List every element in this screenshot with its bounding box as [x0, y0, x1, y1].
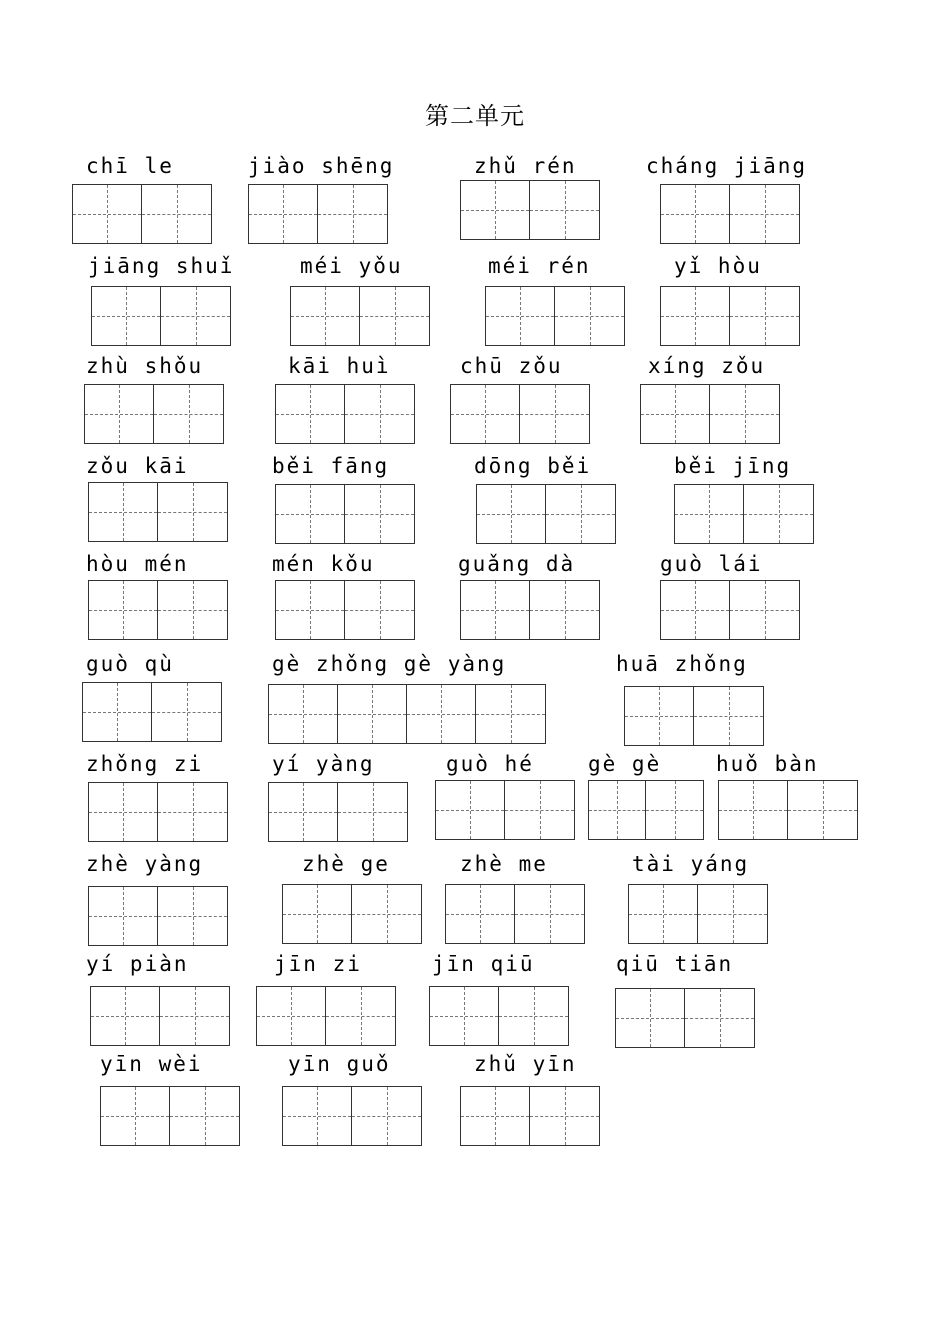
pinyin-label: guò hé [446, 752, 534, 776]
tianzige-cell[interactable] [661, 287, 730, 345]
tianzige-cell[interactable] [499, 987, 568, 1045]
tianzige-cell[interactable] [546, 485, 615, 543]
tianzige-cell[interactable] [92, 287, 161, 345]
tianzige-cell[interactable] [352, 885, 421, 943]
tianzige-cell[interactable] [276, 581, 345, 639]
pinyin-label: zhè me [460, 852, 548, 876]
tianzige-cell[interactable] [515, 885, 584, 943]
pinyin-label: gè zhǒng gè yàng [272, 652, 507, 676]
writing-grid[interactable] [282, 1086, 422, 1146]
tianzige-cell[interactable] [520, 385, 589, 443]
tianzige-cell[interactable] [160, 987, 229, 1045]
tianzige-cell[interactable] [276, 385, 345, 443]
writing-grid[interactable] [588, 780, 704, 840]
tianzige-cell[interactable] [338, 685, 407, 743]
tianzige-cell[interactable] [91, 987, 160, 1045]
tianzige-cell[interactable] [345, 581, 414, 639]
tianzige-cell[interactable] [158, 783, 227, 841]
tianzige-cell[interactable] [436, 781, 505, 839]
writing-grid[interactable] [268, 684, 546, 744]
tianzige-cell[interactable] [73, 185, 142, 243]
pinyin-label: gè gè [588, 752, 662, 776]
tianzige-cell[interactable] [158, 887, 227, 945]
pinyin-label: běi jīng [674, 454, 792, 478]
pinyin-label: zhǒng zi [86, 752, 204, 776]
writing-grid[interactable] [660, 184, 800, 244]
writing-grid[interactable] [88, 482, 228, 542]
pinyin-label: dōng běi [474, 454, 592, 478]
writing-grid[interactable] [282, 884, 422, 944]
pinyin-label: guǎng dà [458, 552, 576, 576]
tianzige-cell[interactable] [530, 1087, 599, 1145]
tianzige-cell[interactable] [698, 885, 767, 943]
tianzige-cell[interactable] [589, 781, 646, 839]
writing-grid[interactable] [445, 884, 585, 944]
pinyin-label: tài yáng [632, 852, 750, 876]
pinyin-label: mén kǒu [272, 552, 375, 576]
tianzige-cell[interactable] [661, 581, 730, 639]
writing-grid[interactable] [256, 986, 396, 1046]
tianzige-cell[interactable] [89, 581, 158, 639]
tianzige-cell[interactable] [646, 781, 703, 839]
writing-grid[interactable] [674, 484, 814, 544]
tianzige-cell[interactable] [461, 1087, 530, 1145]
tianzige-cell[interactable] [101, 1087, 170, 1145]
tianzige-cell[interactable] [85, 385, 154, 443]
tianzige-cell[interactable] [685, 989, 754, 1047]
tianzige-cell[interactable] [530, 581, 599, 639]
tianzige-cell[interactable] [625, 687, 694, 745]
pinyin-label: qiū tiān [616, 952, 734, 976]
writing-grid[interactable] [435, 780, 575, 840]
pinyin-label: zǒu kāi [86, 454, 189, 478]
pinyin-label: chī le [86, 154, 174, 178]
tianzige-cell[interactable] [641, 385, 710, 443]
pinyin-label: guò lái [660, 552, 763, 576]
tianzige-cell[interactable] [446, 885, 515, 943]
tianzige-cell[interactable] [360, 287, 429, 345]
tianzige-cell[interactable] [555, 287, 624, 345]
tianzige-cell[interactable] [345, 385, 414, 443]
writing-grid[interactable] [460, 180, 600, 240]
tianzige-cell[interactable] [170, 1087, 239, 1145]
pinyin-label: zhè ge [302, 852, 390, 876]
tianzige-cell[interactable] [158, 483, 227, 541]
tianzige-cell[interactable] [291, 287, 360, 345]
pinyin-label: zhù shǒu [86, 354, 204, 378]
tianzige-cell[interactable] [161, 287, 230, 345]
writing-grid[interactable] [275, 580, 415, 640]
pinyin-label: yí piàn [86, 952, 189, 976]
page-title: 第二单元 [425, 102, 525, 130]
writing-grid[interactable] [100, 1086, 240, 1146]
tianzige-cell[interactable] [530, 181, 599, 239]
writing-grid[interactable] [268, 782, 408, 842]
tianzige-cell[interactable] [461, 581, 530, 639]
writing-grid[interactable] [72, 184, 212, 244]
tianzige-cell[interactable] [788, 781, 857, 839]
writing-grid[interactable] [275, 484, 415, 544]
pinyin-label: huǒ bàn [716, 752, 819, 776]
tianzige-cell[interactable] [283, 1087, 352, 1145]
pinyin-label: yí yàng [272, 752, 375, 776]
tianzige-cell[interactable] [152, 683, 221, 741]
tianzige-cell[interactable] [318, 185, 387, 243]
writing-grid[interactable] [460, 1086, 600, 1146]
writing-grid[interactable] [460, 580, 600, 640]
writing-grid[interactable] [628, 884, 768, 944]
pinyin-label: jiāng shuǐ [88, 254, 235, 278]
tianzige-cell[interactable] [430, 987, 499, 1045]
tianzige-cell[interactable] [338, 783, 407, 841]
pinyin-label: huā zhǒng [616, 652, 748, 676]
pinyin-label: méi yǒu [300, 254, 403, 278]
writing-grid[interactable] [615, 988, 755, 1048]
pinyin-label: kāi huì [288, 354, 391, 378]
tianzige-cell[interactable] [142, 185, 211, 243]
pinyin-label: guò qù [86, 652, 174, 676]
tianzige-cell[interactable] [719, 781, 788, 839]
tianzige-cell[interactable] [451, 385, 520, 443]
pinyin-label: hòu mén [86, 552, 189, 576]
writing-grid[interactable] [82, 682, 222, 742]
writing-grid[interactable] [290, 286, 430, 346]
pinyin-label: yīn wèi [100, 1052, 203, 1076]
tianzige-cell[interactable] [345, 485, 414, 543]
writing-grid[interactable] [718, 780, 858, 840]
pinyin-label: yīn guǒ [288, 1052, 391, 1076]
tianzige-cell[interactable] [89, 783, 158, 841]
writing-grid[interactable] [90, 986, 230, 1046]
tianzige-cell[interactable] [407, 685, 476, 743]
tianzige-cell[interactable] [326, 987, 395, 1045]
pinyin-label: jīn zi [274, 952, 362, 976]
tianzige-cell[interactable] [616, 989, 685, 1047]
tianzige-cell[interactable] [154, 385, 223, 443]
tianzige-cell[interactable] [730, 287, 799, 345]
tianzige-cell[interactable] [249, 185, 318, 243]
writing-grid[interactable] [84, 384, 224, 444]
pinyin-label: chū zǒu [460, 354, 563, 378]
tianzige-cell[interactable] [269, 685, 338, 743]
tianzige-cell[interactable] [744, 485, 813, 543]
pinyin-label: yǐ hòu [674, 254, 762, 278]
writing-grid[interactable] [248, 184, 388, 244]
writing-grid[interactable] [640, 384, 780, 444]
tianzige-cell[interactable] [158, 581, 227, 639]
writing-grid[interactable] [88, 886, 228, 946]
tianzige-cell[interactable] [629, 885, 698, 943]
tianzige-cell[interactable] [505, 781, 574, 839]
writing-grid[interactable] [450, 384, 590, 444]
tianzige-cell[interactable] [486, 287, 555, 345]
tianzige-cell[interactable] [477, 485, 546, 543]
pinyin-label: jiào shēng [248, 154, 395, 178]
tianzige-cell[interactable] [710, 385, 779, 443]
tianzige-cell[interactable] [283, 885, 352, 943]
writing-grid[interactable] [88, 782, 228, 842]
tianzige-cell[interactable] [89, 887, 158, 945]
pinyin-label: xíng zǒu [648, 354, 766, 378]
pinyin-label: méi rén [488, 254, 591, 278]
tianzige-cell[interactable] [276, 485, 345, 543]
pinyin-label: cháng jiāng [646, 154, 808, 178]
pinyin-label: jīn qiū [432, 952, 535, 976]
writing-grid[interactable] [624, 686, 764, 746]
tianzige-cell[interactable] [461, 181, 530, 239]
writing-grid[interactable] [660, 286, 800, 346]
tianzige-cell[interactable] [661, 185, 730, 243]
writing-grid[interactable] [660, 580, 800, 640]
tianzige-cell[interactable] [730, 185, 799, 243]
tianzige-cell[interactable] [83, 683, 152, 741]
tianzige-cell[interactable] [694, 687, 763, 745]
pinyin-label: zhǔ yīn [474, 1052, 577, 1076]
writing-grid[interactable] [429, 986, 569, 1046]
tianzige-cell[interactable] [476, 685, 545, 743]
tianzige-cell[interactable] [352, 1087, 421, 1145]
tianzige-cell[interactable] [269, 783, 338, 841]
writing-grid[interactable] [485, 286, 625, 346]
writing-grid[interactable] [275, 384, 415, 444]
pinyin-label: běi fāng [272, 454, 390, 478]
writing-grid[interactable] [476, 484, 616, 544]
tianzige-cell[interactable] [675, 485, 744, 543]
tianzige-cell[interactable] [257, 987, 326, 1045]
writing-grid[interactable] [91, 286, 231, 346]
writing-grid[interactable] [88, 580, 228, 640]
tianzige-cell[interactable] [730, 581, 799, 639]
pinyin-label: zhè yàng [86, 852, 204, 876]
tianzige-cell[interactable] [89, 483, 158, 541]
pinyin-label: zhǔ rén [474, 154, 577, 178]
